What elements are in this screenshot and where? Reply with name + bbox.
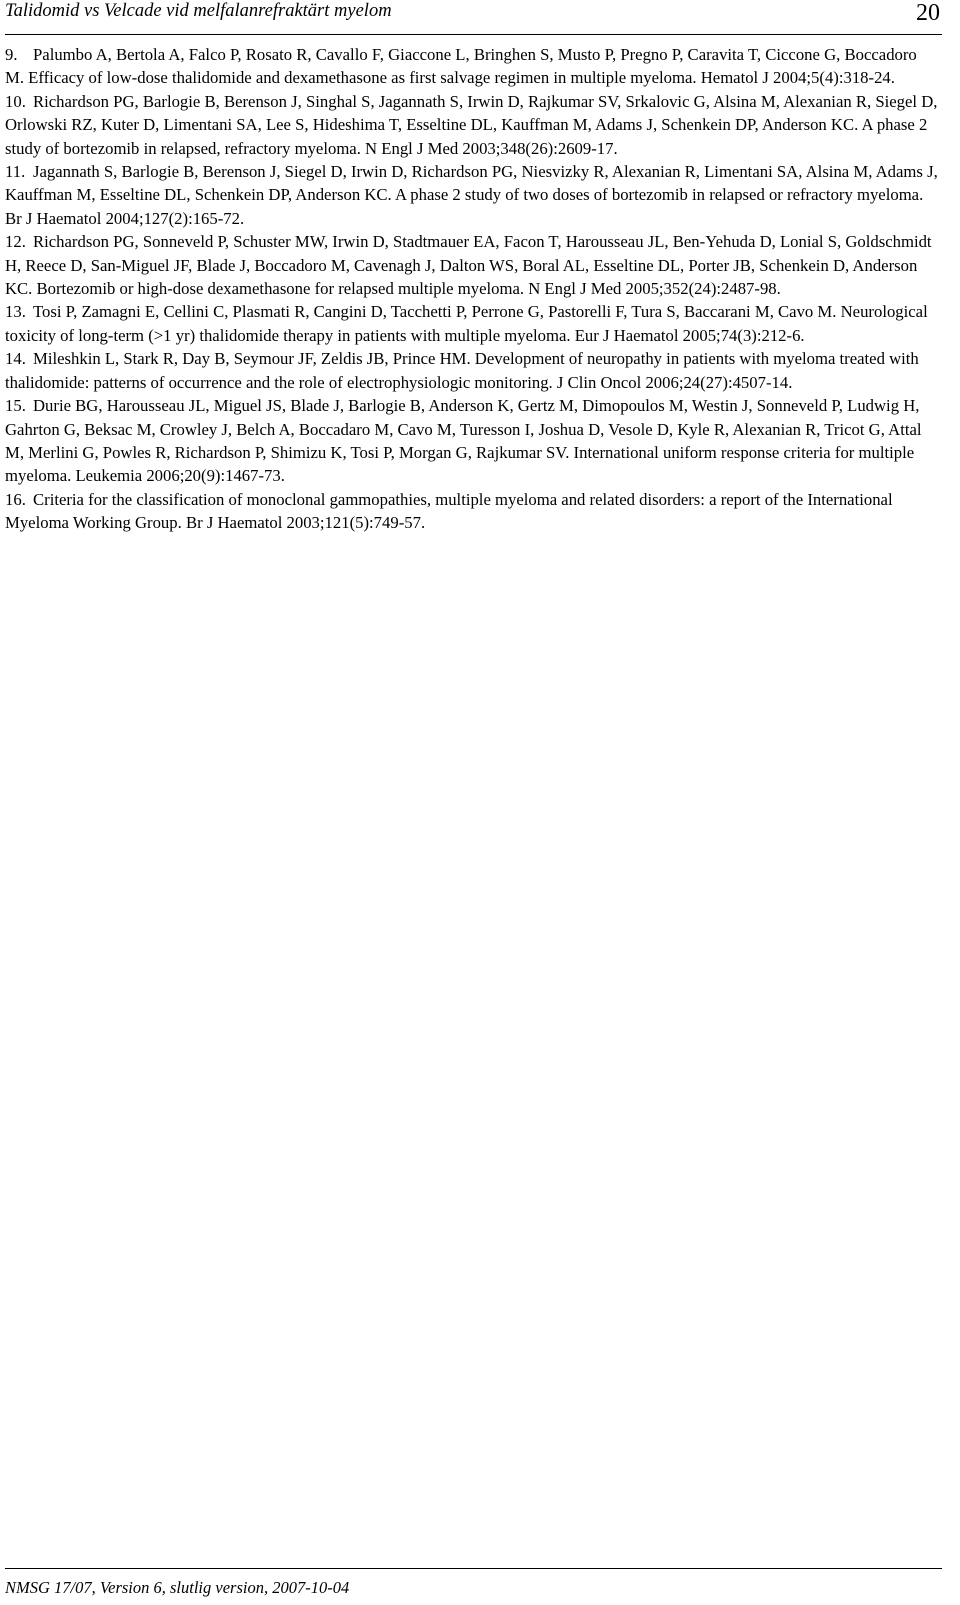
reference-number: 15.: [5, 396, 26, 416]
reference-text: Mileshkin L, Stark R, Day B, Seymour JF, Zeldis JB, Prince HM. Development of neuropathy in patients with myeloma treated with thalidomide: patterns of occurrence and the role of electrophysiologic monitoring. J Clin Oncol 2006;24(27):4507-14.: [5, 349, 919, 392]
page-footer: [5, 1568, 942, 1599]
reference-number: 16.: [5, 489, 26, 509]
reference-text: Durie BG, Harousseau JL, Miguel JS, Blade J, Barlogie B, Anderson K, Gertz M, Dimopoulos M, Westin J, Sonneveld P, Ludwig H, Gahrton G, Beksac M, Crowley J, Belch A, Boccadaro M, Cavo M, Turesson I, Joshua D, Vesole D, Kyle R, Alexanian R, Tricot G, Attal M, Merlini G, Powles R, Richardson P, Shimizu K, Tosi P, Morgan G, Rajkumar SV. International uniform response criteria for multiple myeloma. Leukemia 2006;20(9):1467-73.: [5, 396, 922, 486]
reference-text: Richardson PG, Barlogie B, Berenson J, Singhal S, Jagannath S, Irwin D, Rajkumar SV, Srkalovic G, Alsina M, Alexanian R, Siegel D, Orlowski RZ, Kuter D, Limentani SA, Lee S, Hideshima T, Esseltine DL, Kauffman M, Adams J, Schenkein DP, Anderson KC. A phase 2 study of bortezomib in relapsed, refractory myeloma. N Engl J Med 2003;348(26):2609-17.: [5, 91, 938, 158]
reference-text: Tosi P, Zamagni E, Cellini C, Plasmati R, Cangini D, Tacchetti P, Perrone G, Pastorelli F, Tura S, Baccarani M, Cavo M. Neurological toxicity of long-term (>1 yr) thalidomide therapy in patients with multiple myeloma. Eur J Haematol 2005;74(3):212-6.: [5, 302, 928, 345]
reference-number: 14.: [5, 349, 26, 369]
reference-text: Criteria for the classification of monoclonal gammopathies, multiple myeloma and related disorders: a report of the International Myeloma Working Group. Br J Haematol 2003;121(5):749-57.: [5, 489, 893, 533]
footer-version-text: NMSG 17/07, Version 6, slutlig version, 2007-10-04: [5, 1578, 350, 1597]
reference-item: [5, 160, 939, 230]
reference-item: [5, 394, 939, 488]
reference-item: [5, 347, 939, 394]
reference-item: [5, 90, 939, 160]
reference-list: [5, 43, 939, 535]
reference-item: [5, 300, 939, 347]
reference-item: [5, 230, 939, 300]
reference-item: [5, 43, 939, 90]
page-header: [5, 0, 942, 35]
reference-number: 10.: [5, 91, 26, 111]
document-title: Talidomid vs Velcade vid melfalanrefraktärt myelom: [5, 1, 392, 21]
reference-number: 11.: [5, 162, 26, 182]
reference-text: Richardson PG, Sonneveld P, Schuster MW, Irwin D, Stadtmauer EA, Facon T, Harousseau JL, Ben-Yehuda D, Lonial S, Goldschmidt H, Reece D, San-Miguel JF, Blade J, Boccadoro M, Cavenagh J, Dalton WS, Boral AL, Esseltine DL, Porter JB, Schenkein D, Anderson KC. Bortezomib or high-dose dexamethasone for relapsed multiple myeloma. N Engl J Med 2005;352(24):2487-98.: [5, 232, 932, 299]
reference-text: Palumbo A, Bertola A, Falco P, Rosato R, Cavallo F, Giaccone L, Bringhen S, Musto P, Pregno P, Caravita T, Ciccone G, Boccadoro M. Efficacy of low-dose thalidomide and dexamethasone as first salvage regimen in multiple myeloma. Hematol J 2004;5(4):318-24.: [5, 45, 917, 88]
page-number: 20: [916, 0, 940, 26]
reference-item: [5, 488, 939, 535]
reference-number: 13.: [5, 302, 26, 322]
reference-number: 9.: [5, 45, 18, 64]
reference-number: 12.: [5, 232, 26, 252]
reference-text: Jagannath S, Barlogie B, Berenson J, Siegel D, Irwin D, Richardson PG, Niesvizky R, Alexanian R, Limentani SA, Alsina M, Adams J, Kauffman M, Esseltine DL, Schenkein DP, Anderson KC. A phase 2 study of two doses of bortezomib in relapsed or refractory myeloma. Br J Haematol 2004;127(2):165-72.: [5, 162, 938, 228]
